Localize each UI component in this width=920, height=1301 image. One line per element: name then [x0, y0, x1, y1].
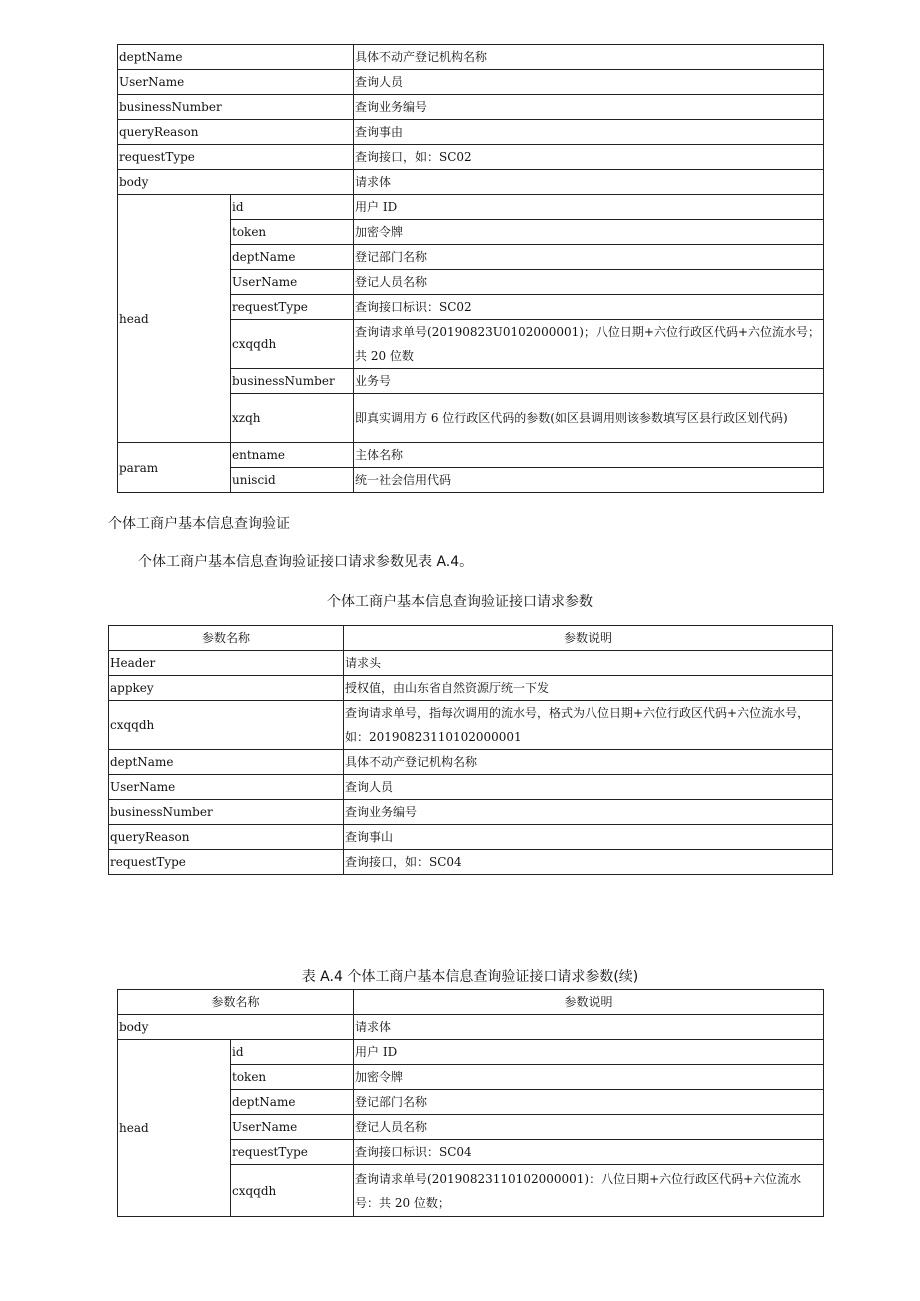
- column-header-name: 参数名称: [109, 626, 344, 651]
- table-row: [109, 701, 833, 750]
- table-header-row: [109, 626, 833, 651]
- param-desc: 请求体: [354, 1015, 824, 1040]
- table-row: [118, 95, 824, 120]
- param-desc: 查询请求单号(20190823110102000001)：八位日期+六位行政区代码+六位流水号：共 20 位数；: [354, 1165, 824, 1217]
- param-name: queryReason: [118, 120, 354, 145]
- param-desc: 用户 ID: [354, 195, 824, 220]
- table-row: [109, 750, 833, 775]
- param-desc: 查询请求单号(20190823U0102000001)；八位日期+六位行政区代码+六位流水号；共 20 位数: [354, 320, 824, 369]
- param-desc: 授权值，由山东省自然资源厅统一下发: [344, 676, 833, 701]
- param-name: UserName: [231, 1115, 354, 1140]
- param-name: businessNumber: [109, 800, 344, 825]
- param-desc: 请求体: [354, 170, 824, 195]
- param-name: deptName: [231, 245, 354, 270]
- param-desc: 查询业务编号: [354, 95, 824, 120]
- table-row: [109, 676, 833, 701]
- group-label-head: head: [118, 195, 231, 443]
- table-row: [118, 1015, 824, 1040]
- param-desc: 加密令牌: [354, 1065, 824, 1090]
- param-name: deptName: [231, 1090, 354, 1115]
- table-row: [109, 800, 833, 825]
- request-params-table-continued: [117, 989, 824, 1217]
- param-desc: 即真实调用方 6 位行政区代码的参数(如区县调用则该参数填写区县行政区划代码): [354, 394, 824, 443]
- table-row: [109, 825, 833, 850]
- param-name: id: [231, 1040, 354, 1065]
- table-caption-continued: 表 A.4 个体工商户基本信息查询验证接口请求参数(续): [301, 969, 639, 985]
- group-label-param: param: [118, 443, 231, 493]
- param-desc: 查询事山: [344, 825, 833, 850]
- table-row: [109, 775, 833, 800]
- param-name: id: [231, 195, 354, 220]
- param-desc: 登记部门名称: [354, 1090, 824, 1115]
- param-desc: 统一社会信用代码: [354, 468, 824, 493]
- param-desc: 查询事由: [354, 120, 824, 145]
- params-table-continued: [117, 44, 824, 493]
- param-name: xzqh: [231, 394, 354, 443]
- param-name: uniscid: [231, 468, 354, 493]
- param-name: requestType: [231, 1140, 354, 1165]
- param-desc: 查询业务编号: [344, 800, 833, 825]
- param-name: deptName: [118, 45, 354, 70]
- param-desc: 查询接口，如：SC04: [344, 850, 833, 875]
- param-desc: 查询人员: [344, 775, 833, 800]
- param-desc: 具体不动产登记机构名称: [354, 45, 824, 70]
- param-desc: 登记部门名称: [354, 245, 824, 270]
- param-name: businessNumber: [118, 95, 354, 120]
- table-row: [118, 1040, 824, 1065]
- param-desc: 查询接口标识：SC04: [354, 1140, 824, 1165]
- param-name: requestType: [118, 145, 354, 170]
- param-name: UserName: [231, 270, 354, 295]
- param-desc: 用户 ID: [354, 1040, 824, 1065]
- param-desc: 请求头: [344, 651, 833, 676]
- param-desc: 查询接口，如：SC02: [354, 145, 824, 170]
- section-title: 个体工商户基本信息查询验证: [108, 516, 290, 532]
- param-name: token: [231, 1065, 354, 1090]
- param-name: cxqqdh: [231, 320, 354, 369]
- param-name: entname: [231, 443, 354, 468]
- table-row: [109, 850, 833, 875]
- request-params-table: [108, 625, 833, 875]
- table-row: [118, 443, 824, 468]
- param-desc: 登记人员名称: [354, 270, 824, 295]
- column-header-name: 参数名称: [118, 990, 354, 1015]
- table-row: [118, 170, 824, 195]
- table-row: [109, 651, 833, 676]
- param-name: appkey: [109, 676, 344, 701]
- table-row: [118, 45, 824, 70]
- table-header-row: [118, 990, 824, 1015]
- section-text: 个体工商户基本信息查询验证接口请求参数见表 A.4。: [138, 554, 474, 570]
- param-name: queryReason: [109, 825, 344, 850]
- param-name: UserName: [118, 70, 354, 95]
- table-caption: 个体工商户基本信息查询验证接口请求参数: [327, 594, 593, 610]
- param-desc: 查询人员: [354, 70, 824, 95]
- param-desc: 主体名称: [354, 443, 824, 468]
- table-row: [118, 120, 824, 145]
- param-name: body: [118, 1015, 354, 1040]
- param-name: requestType: [109, 850, 344, 875]
- column-header-desc: 参数说明: [354, 990, 824, 1015]
- table-row: [118, 145, 824, 170]
- table-row: [118, 70, 824, 95]
- column-header-desc: 参数说明: [344, 626, 833, 651]
- param-desc: 业务号: [354, 369, 824, 394]
- group-label-head: head: [118, 1040, 231, 1217]
- table-row: [118, 195, 824, 220]
- param-name: UserName: [109, 775, 344, 800]
- param-name: token: [231, 220, 354, 245]
- param-desc: 查询接口标识：SC02: [354, 295, 824, 320]
- param-name: cxqqdh: [231, 1165, 354, 1217]
- param-desc: 具体不动产登记机构名称: [344, 750, 833, 775]
- param-name: body: [118, 170, 354, 195]
- param-desc: 加密令牌: [354, 220, 824, 245]
- param-name: businessNumber: [231, 369, 354, 394]
- param-desc: 查询请求单号，指每次调用的流水号，格式为八位日期+六位行政区代码+六位流水号，如：20190823110102000001: [344, 701, 833, 750]
- param-name: deptName: [109, 750, 344, 775]
- param-name: Header: [109, 651, 344, 676]
- param-name: cxqqdh: [109, 701, 344, 750]
- param-desc: 登记人员名称: [354, 1115, 824, 1140]
- param-name: requestType: [231, 295, 354, 320]
